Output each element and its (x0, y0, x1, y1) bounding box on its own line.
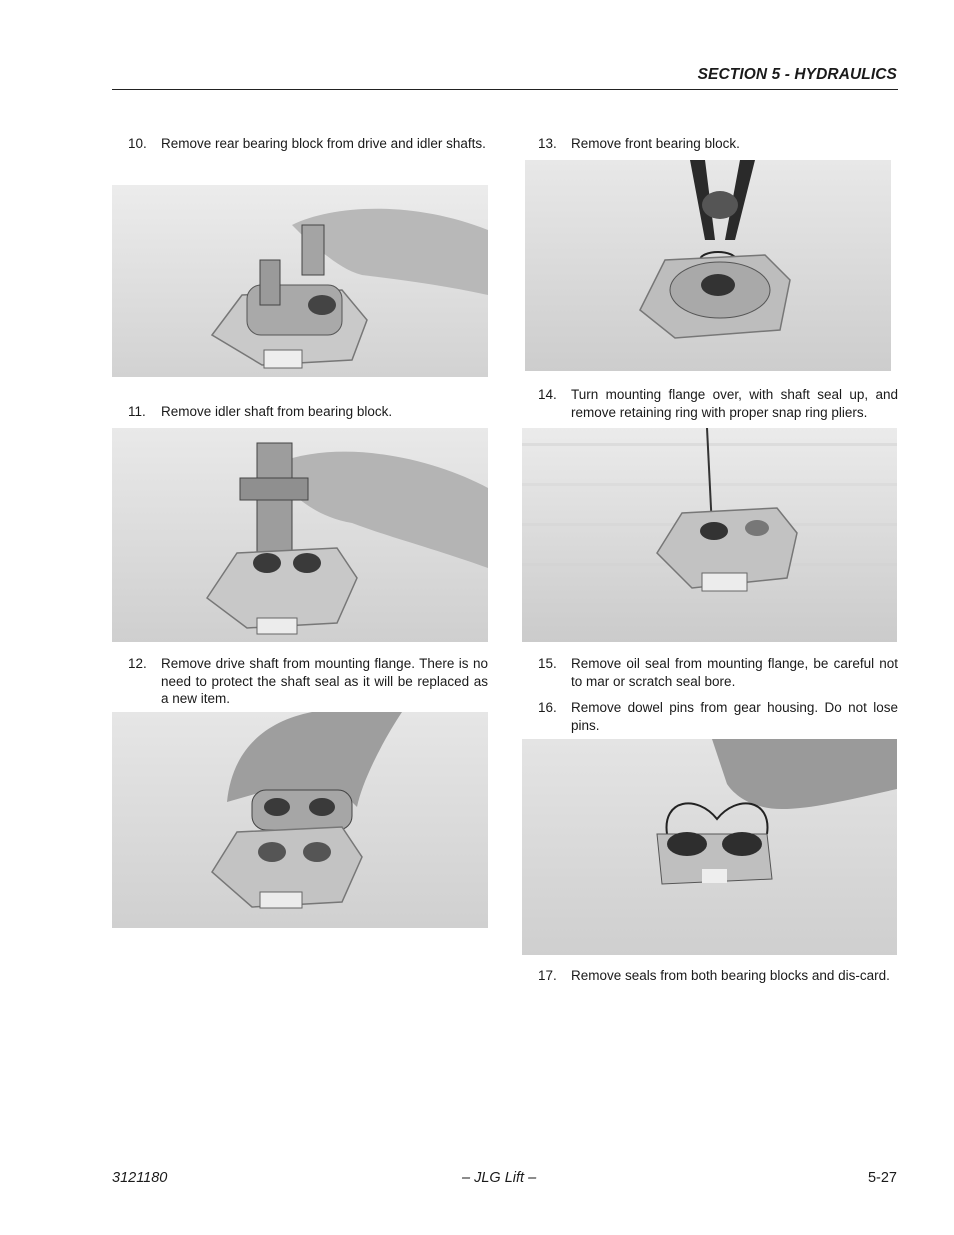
footer-doc-number: 3121180 (112, 1170, 168, 1186)
photo-rear-bearing-block-removal (112, 185, 488, 377)
step-text: Remove dowel pins from gear housing. Do not lose pins. (571, 700, 898, 733)
footer-center-text: – JLG Lift – (462, 1170, 537, 1186)
photo-drive-shaft-removal (112, 712, 488, 928)
step-number: 17. (538, 968, 557, 983)
photo-front-bearing-block-removal (525, 160, 891, 371)
photo-retaining-ring-removal (522, 428, 897, 642)
step-number: 13. (538, 136, 557, 151)
step-11 (128, 403, 488, 421)
photo-idler-shaft-removal (112, 428, 488, 642)
step-text: Remove oil seal from mounting flange, be careful not to mar or scratch seal bore. (571, 656, 898, 689)
step-14 (538, 386, 898, 422)
step-number: 14. (538, 387, 557, 402)
step-15 (538, 655, 898, 691)
step-number: 15. (538, 656, 557, 671)
step-text: Remove rear bearing block from drive and idler shafts. (161, 136, 486, 151)
step-text: Turn mounting flange over, with shaft seal up, and remove retaining ring with proper snap ring pliers. (571, 387, 898, 420)
footer-page-number: 5-27 (867, 1170, 897, 1186)
photo-dowel-pin-removal (522, 739, 897, 955)
step-13 (538, 135, 898, 153)
step-text: Remove idler shaft from bearing block. (161, 404, 393, 419)
step-number: 10. (128, 136, 147, 151)
step-text: Remove drive shaft from mounting flange. There is no need to protect the shaft seal as it will be replaced as a new item. (161, 656, 488, 706)
step-number: 11. (128, 404, 146, 419)
step-16 (538, 699, 898, 735)
step-number: 12. (128, 656, 147, 671)
step-10 (128, 135, 488, 171)
header-rule (112, 89, 898, 90)
page-header-title: SECTION 5 - HYDRAULICS (697, 66, 897, 83)
step-12 (128, 655, 488, 709)
step-number: 16. (538, 700, 557, 715)
step-17 (538, 967, 898, 1003)
step-text: Remove front bearing block. (571, 136, 740, 151)
step-text: Remove seals from both bearing blocks and dis-card. (571, 968, 890, 983)
